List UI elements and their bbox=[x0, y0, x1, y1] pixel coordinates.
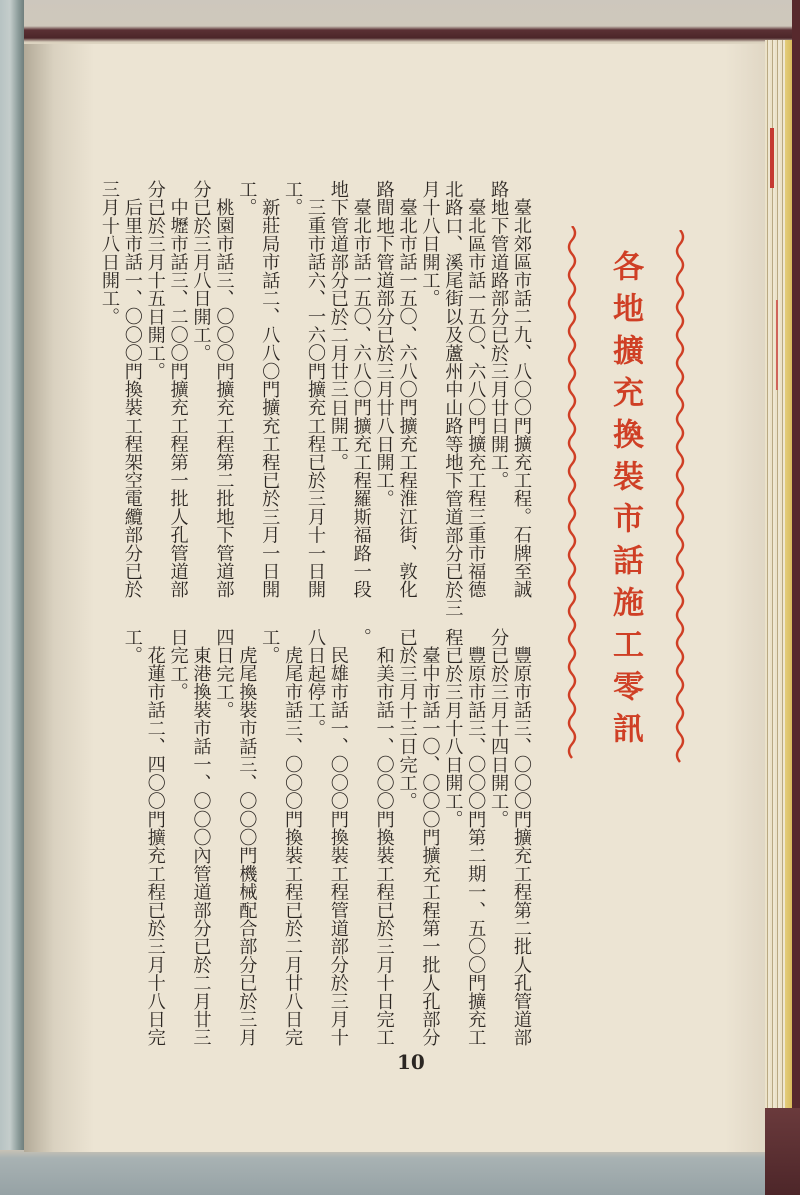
text-column: 后里市話一、〇〇〇門換裝工程架空電纜部分已於 bbox=[121, 198, 143, 599]
paragraph bbox=[486, 628, 532, 1058]
scan-background-bottom bbox=[0, 1150, 800, 1195]
paragraph bbox=[280, 180, 326, 620]
text-block-bottom bbox=[120, 628, 532, 1058]
paragraph bbox=[257, 628, 303, 1058]
book-cover-top bbox=[24, 0, 800, 46]
text-column: 臺北郊區市話二九、八〇〇門擴充工程。石牌至誠 bbox=[511, 198, 532, 599]
text-column: 新莊局市話二、八八〇門擴充工程已於三月一日開 bbox=[259, 198, 281, 599]
text-column: 程已於三月十八日開工。 bbox=[442, 628, 464, 829]
paragraph bbox=[234, 180, 280, 620]
paragraph bbox=[143, 180, 189, 620]
text-column: 分已於三月八日開工。 bbox=[190, 180, 212, 362]
book-cover-right bbox=[792, 0, 800, 1195]
text-column: 工。 bbox=[282, 180, 304, 217]
paragraph bbox=[189, 180, 235, 620]
text-column: 分已於三月十五日開工。 bbox=[144, 180, 166, 381]
text-column: 臺中市話一〇、〇〇〇門擴充工程第一批人孔部分 bbox=[419, 646, 441, 1047]
text-column: 地下管道部分已於二月廿三日開工。 bbox=[327, 180, 349, 472]
text-column: 花蓮市話二、四〇〇門擴充工程已於三月十八日完 bbox=[144, 646, 166, 1047]
text-column: 分已於三月十四日開工。 bbox=[488, 628, 510, 829]
paragraph bbox=[166, 628, 212, 1058]
text-column: 臺北區市話一五〇、六八〇門擴充工程三重市福德 bbox=[465, 198, 487, 599]
page-stack-edge bbox=[765, 40, 785, 1152]
paragraph bbox=[303, 628, 349, 1058]
text-column: 桃園市話三、〇〇〇門擴充工程第二批地下管道部 bbox=[213, 198, 235, 599]
text-column: 日完工。 bbox=[167, 628, 189, 701]
text-column: 臺北市話一五〇、六八〇門擴充工程淮江街、敦化 bbox=[396, 198, 418, 599]
text-column: 。 bbox=[350, 628, 372, 647]
text-column: 豐原市話三、〇〇〇門擴充工程第二批人孔管道部 bbox=[511, 646, 532, 1047]
text-column: 民雄市話一、〇〇〇門換裝工程管道部分於三月十 bbox=[327, 646, 349, 1047]
paragraph bbox=[326, 180, 372, 620]
paragraph bbox=[395, 628, 441, 1058]
text-column: 東港換裝市話一、〇〇〇內管道部分已於二月廿三 bbox=[190, 646, 212, 1047]
text-column: 路間地下管道部分已於三月廿八日開工。 bbox=[373, 180, 395, 508]
red-bookmark-edge bbox=[770, 128, 774, 188]
text-column: 月十八日開工。 bbox=[419, 180, 441, 308]
paragraph bbox=[120, 628, 166, 1058]
text-column: 虎尾換裝市話三、〇〇〇門機械配合部分已於三月 bbox=[236, 646, 258, 1047]
text-column: 中壢市話三、二〇〇門擴充工程第一批人孔管道部 bbox=[167, 198, 189, 599]
text-block-top bbox=[97, 180, 532, 620]
text-column: 路地下管道路部分已於三月廿日開工。 bbox=[488, 180, 510, 490]
book-spine-edge bbox=[0, 0, 24, 1195]
text-column: 工。 bbox=[236, 180, 258, 217]
text-column: 八日起停工。 bbox=[304, 628, 326, 738]
text-column: 三月十八日開工。 bbox=[98, 180, 120, 326]
page-number: 10 bbox=[397, 1050, 425, 1074]
article-title: 各地擴充換裝市話施工零訊 bbox=[607, 250, 643, 754]
paragraph bbox=[440, 628, 486, 1058]
text-column: 虎尾市話三、〇〇〇門換裝工程已於二月廿八日完 bbox=[282, 646, 304, 1047]
text-column: 北路口、溪尾街以及蘆州中山路等地下管道部分已於三 bbox=[442, 180, 464, 617]
paragraph bbox=[349, 628, 395, 1058]
page-stack-yellow-edge bbox=[785, 40, 792, 1120]
paragraph bbox=[212, 628, 258, 1058]
text-column: 四日完工。 bbox=[213, 628, 235, 719]
text-column: 臺北市話一五〇、六八〇門擴充工程羅斯福路一段 bbox=[350, 198, 372, 599]
text-column: 豐原市話三、〇〇〇門第二期一、五〇〇門擴充工 bbox=[465, 646, 487, 1047]
text-column: 已於三月十三日完工。 bbox=[396, 628, 418, 810]
text-column: 和美市話一、〇〇〇門換裝工程已於三月十日完工 bbox=[373, 646, 395, 1047]
book-cover-bottom-right bbox=[765, 1108, 800, 1195]
red-page-edge-mark bbox=[776, 300, 778, 390]
wavy-border-right bbox=[670, 230, 690, 764]
paragraph bbox=[486, 180, 532, 620]
wavy-border-left bbox=[562, 226, 582, 760]
text-column: 工。 bbox=[259, 628, 281, 665]
paragraph bbox=[97, 180, 143, 620]
text-column: 三重市話六、一六〇門擴充工程已於三月十一日開 bbox=[304, 198, 326, 599]
paragraph bbox=[372, 180, 418, 620]
paragraph bbox=[418, 180, 487, 620]
text-column: 工。 bbox=[121, 628, 143, 665]
